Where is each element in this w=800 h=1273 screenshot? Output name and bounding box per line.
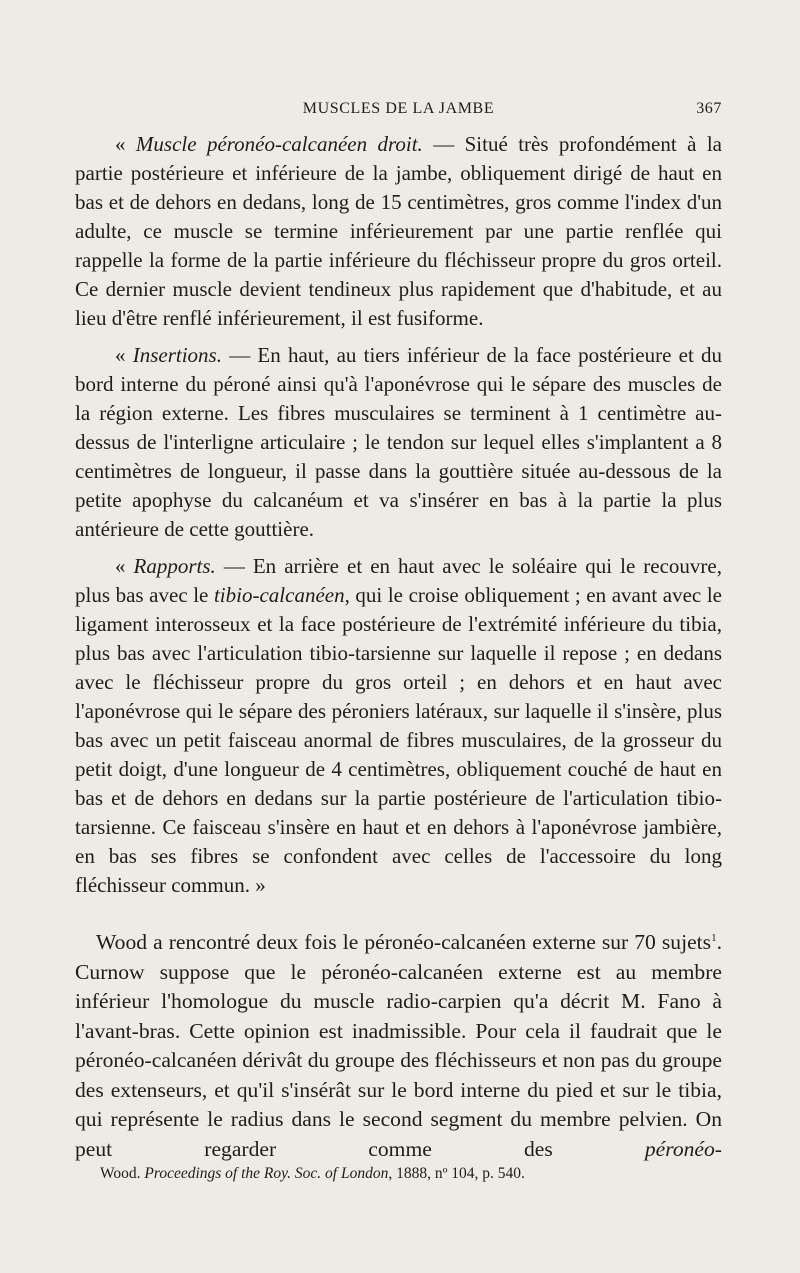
paragraph-muscle-description <box>75 130 722 333</box>
paragraph-text: — Situé très profondément à la partie postérieure et inférieure de la jambe, obliquement dirigé de haut en bas et de dehors en dedans, long de 15 centimètres, gros comme l'index d'un adulte, ce muscle se termine inférieurement par une partie renflée qui rappelle la forme de la partie inférieure du fléchisseur propre du gros orteil. Ce dernier muscle devient tendineux plus rapidement que d'habitude, et au lieu d'être renflé inférieurement, il est fusiforme. <box>75 132 722 330</box>
section-title: Rapports. <box>133 554 216 578</box>
footnote-details: , 1888, nº 104, p. 540. <box>388 1165 525 1182</box>
paragraph-main-text <box>75 928 722 1164</box>
paragraph-text: . Curnow suppose que le péronéo-calcanéen externe est au membre inférieur l'homologue du muscle radio-carpien qu'a décrit M. Fano à l'avant-bras. Cette opinion est inadmissible. Pour cela il faudrait que le péronéo-calcanéen dérivât du groupe des fléchisseurs et non pas du groupe des extenseurs, et qu'il s'insérât sur le bord interne du pied et sur le tibia, qui représente le radius dans le second segment du membre pelvien. On peut regarder comme des <box>75 930 722 1161</box>
page-body <box>75 130 722 1164</box>
running-header <box>75 100 722 122</box>
footnote-journal: Proceedings of the Roy. Soc. of London <box>144 1165 389 1182</box>
paragraph-text: Wood a rencontré deux fois le péronéo-calcanéen externe sur 70 sujets <box>96 930 712 954</box>
section-title: Muscle péronéo-calcanéen droit. <box>135 132 423 156</box>
footnote-author: Wood. <box>100 1165 145 1182</box>
footnote-marker[interactable]: 1 <box>711 931 717 944</box>
running-title: MUSCLES DE LA JAMBE <box>302 100 495 117</box>
open-quote: « <box>115 132 136 156</box>
page-number: 367 <box>696 100 722 117</box>
paragraph-text: , qui le croise obliquement ; en avant avec le ligament interosseux et la face postérieure de l'extrémité inférieure du tibia, plus bas avec l'articulation tibio-tarsienne sur laquelle il repose ; en dedans avec le fléchisseur propre du gros orteil ; en dehors et en haut avec l'aponévrose qui le sépare des péroniers latéraux, sur laquelle il s'insère, plus bas avec un petit faisceau anormal de fibres musculaires, de la grosseur du petit doigt, d'une longueur de 4 centimètres, obliquement couché de haut en bas et de dehors en dedans sur la partie postérieure de l'articulation tibio-tarsienne. Ce faisceau s'insère en haut et en dehors à l'aponévrose jambière, en bas ses fibres se confondent avec celles de l'accessoire du long fléchisseur commun. » <box>75 583 722 897</box>
section-title: Insertions. <box>132 343 222 367</box>
open-quote: « <box>115 554 134 578</box>
italic-term: péronéo- <box>644 1136 722 1161</box>
open-quote: « <box>115 343 133 367</box>
paragraph-insertions <box>75 341 722 544</box>
paragraph-text: — En arrière et en haut avec le soléaire qui le recouvre, plus bas avec le <box>75 554 722 607</box>
footnote <box>100 1163 720 1185</box>
italic-term: tibio-calcanéen <box>213 583 345 607</box>
paragraph-rapports <box>75 552 722 900</box>
paragraph-text: — En haut, au tiers inférieur de la face postérieure et du bord interne du péroné ainsi qu'à l'aponévrose qui le sépare des muscles de la région externe. Les fibres musculaires se terminent à 1 centimètre au-dessus de l'interligne articulaire ; le tendon sur lequel elles s'implantent a 8 centimètres de longueur, il passe dans la gouttière située au-dessous de la petite apophyse du calcanéum et va s'insérer en bas à la partie la plus antérieure de cette gouttière. <box>75 343 722 541</box>
